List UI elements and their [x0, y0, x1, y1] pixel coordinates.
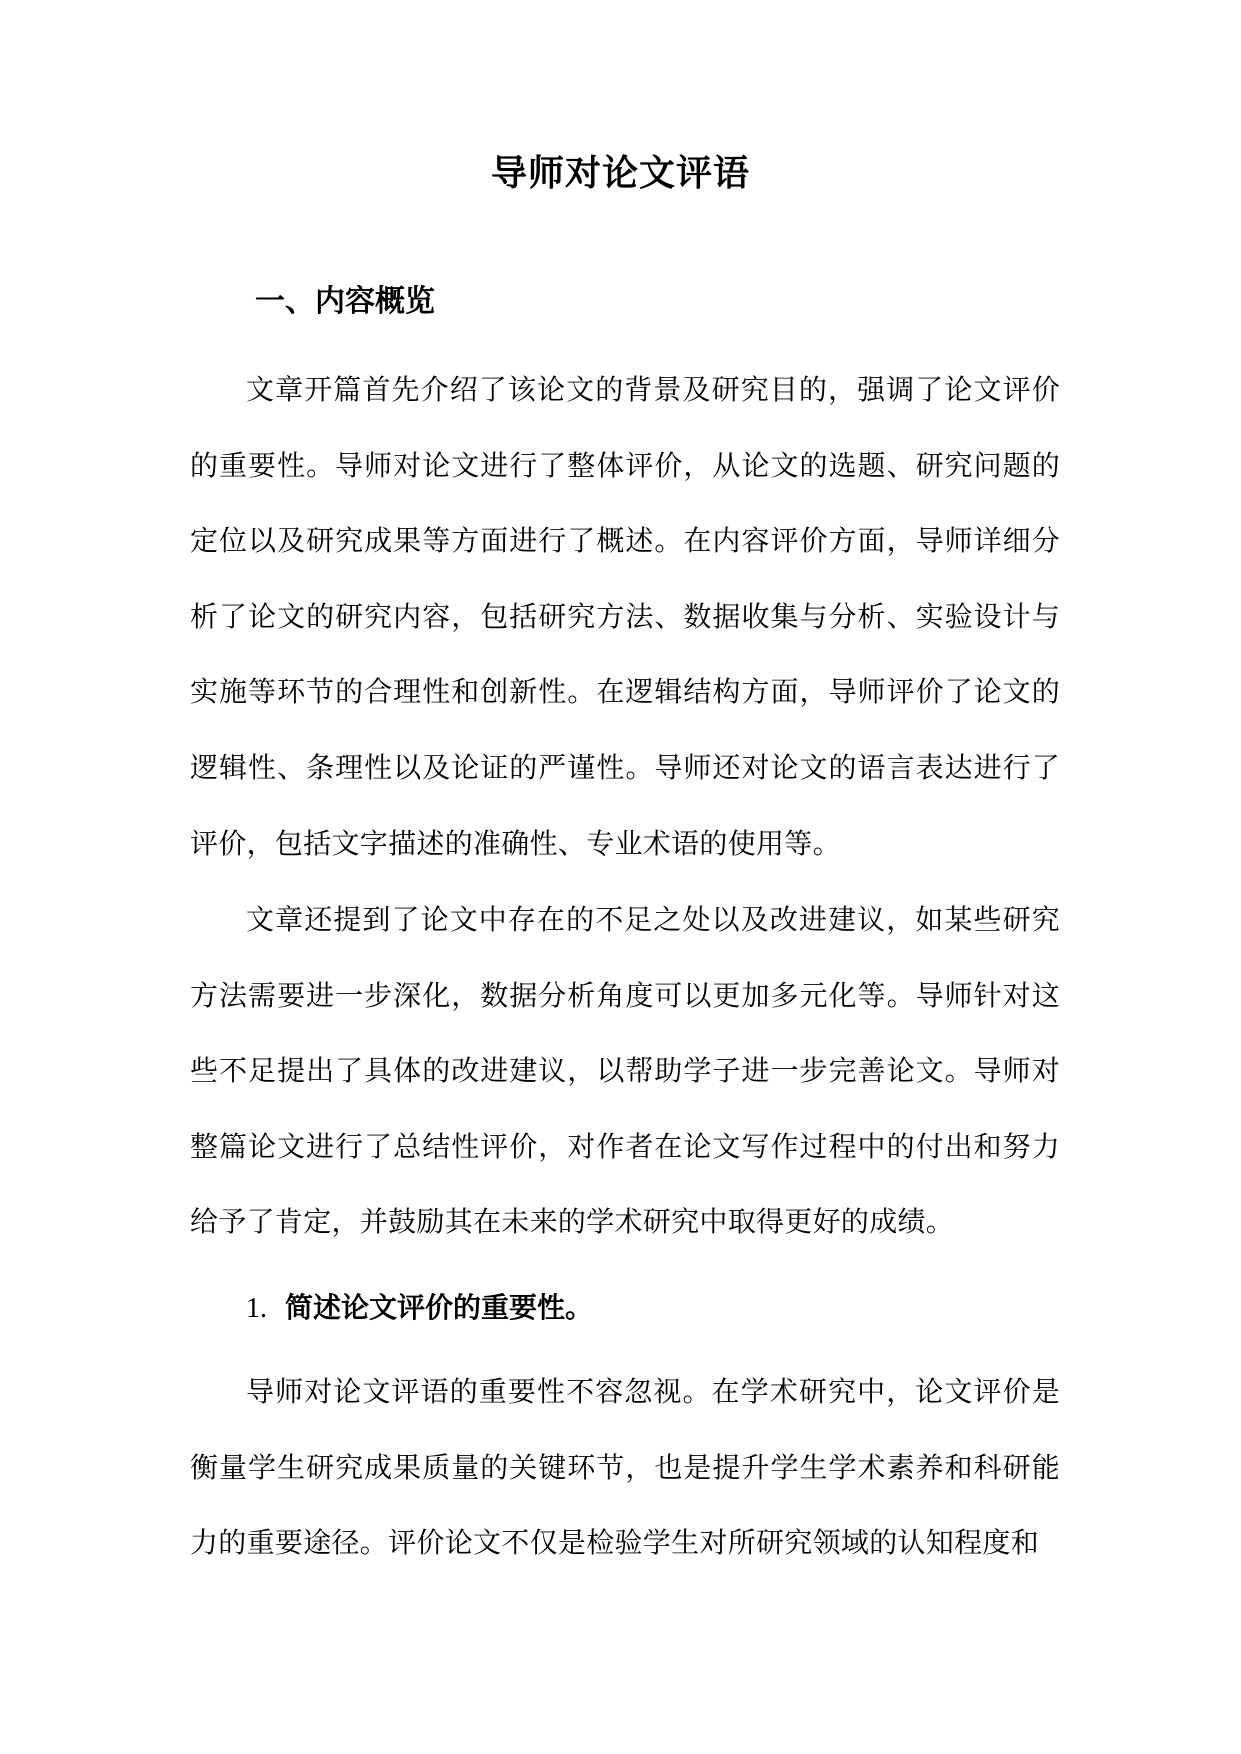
body-paragraph: 文章还提到了论文中存在的不足之处以及改进建议，如某些研究方法需要进一步深化，数据分析角度可以更加多元化等。导师针对这些不足提出了具体的改进建议，以帮助学子进一步完善论文。导师对整篇论文进行了总结性评价，对作者在论文写作过程中的付出和努力给予了肯定，并鼓励其在未来的学术研究中取得更好的成绩。: [190, 903, 1060, 1239]
subsection-title: 简述论文评价的重要性。: [285, 1291, 594, 1324]
page-title: 导师对论文评语: [490, 153, 750, 194]
subsection-number: 1.: [246, 1293, 267, 1324]
body-paragraph: 文章开篇首先介绍了该论文的背景及研究目的，强调了论文评价的重要性。导师对论文进行了整体评价，从论文的选题、研究问题的定位以及研究成果等方面进行了概述。在内容评价方面，导师详细分析了论文的研究内容，包括研究方法、数据收集与分析、实验设计与实施等环节的合理性和创新性。在逻辑结构方面，导师评价了论文的逻辑性、条理性以及论证的严谨性。导师还对论文的语言表达进行了评价，包括文字描述的准确性、专业术语的使用等。: [190, 373, 1060, 860]
body-paragraph: 导师对论文评语的重要性不容忽视。在学术研究中，论文评价是衡量学生研究成果质量的关键环节，也是提升学生学术素养和科研能力的重要途径。评价论文不仅是检验学生对所研究领域的认知程度和: [190, 1375, 1060, 1560]
subsection-heading: [246, 1288, 593, 1329]
section-heading: 一、内容概览: [255, 284, 435, 319]
